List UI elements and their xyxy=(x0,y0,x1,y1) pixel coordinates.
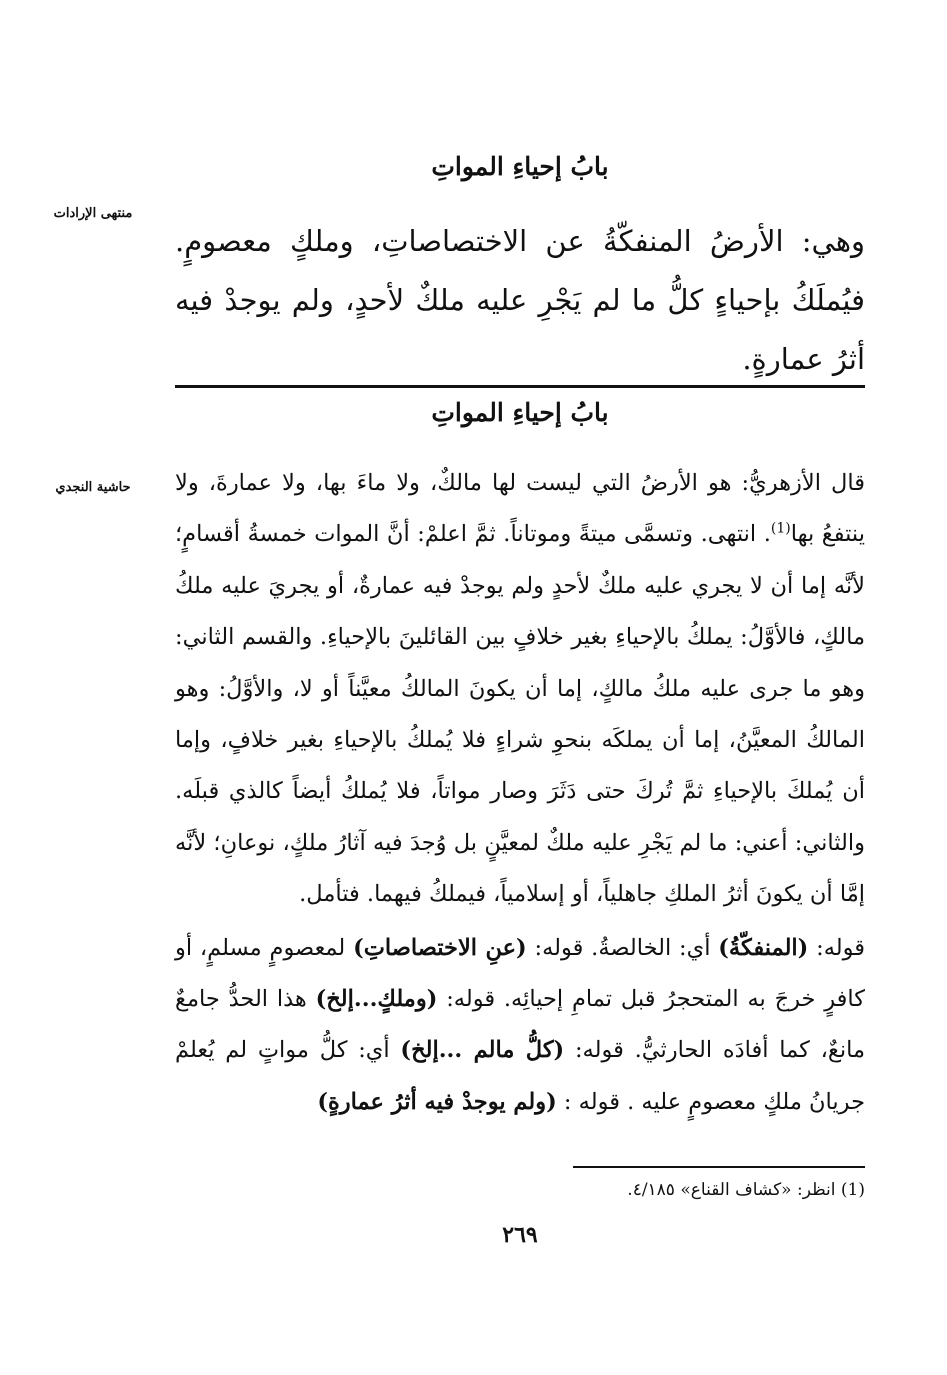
commentary-text: أي: كلُّ مواتٍ لم يُعلمْ جريانُ ملكٍ معصومٍ عليه . قوله : xyxy=(175,1037,865,1115)
hashiya-paragraph-2 xyxy=(175,923,865,1129)
commentary-text: لمعصومٍ مسلمٍ، أو كافرٍ خرجَ به المتحجرُ قبل تمامِ إحيائِه. قوله: xyxy=(175,934,866,1013)
side-label-matn: منتهى الإرادات xyxy=(53,206,133,221)
quoted-term: (كلُّ مالم ...إلخ) xyxy=(400,1037,565,1064)
commentary-text: هذا الحدُّ جامعٌ مانعٌ، كما أفادَه الحارثيُّ. قوله: xyxy=(175,986,866,1064)
hashiya-chapter-title: بابُ إحياءِ المواتِ xyxy=(431,398,609,427)
hashiya-text xyxy=(175,458,865,1128)
footnote-divider xyxy=(573,1166,865,1168)
commentary-text: أي: الخالصةُ. قوله: xyxy=(526,934,719,961)
matn-chapter-title: بابُ إحياءِ المواتِ xyxy=(431,152,609,181)
side-label-hashiya: حاشية النجدي xyxy=(55,480,131,495)
footnote: (1) انظر: «كشاف القناع» ٤/١٨٥. xyxy=(627,1180,865,1200)
footnote-reference: (1) xyxy=(770,520,791,537)
quoted-term: (ولم يوجدْ فيه أثرُ عمارةٍ) xyxy=(317,1088,557,1115)
section-divider xyxy=(175,385,865,388)
hashiya-paragraph-1 xyxy=(175,458,865,921)
page-number: ٢٦٩ xyxy=(502,1222,538,1248)
qawluhu-text: قوله: xyxy=(808,934,866,961)
hashiya-p1-rest: . انتهى. وتسمَّى ميتةً وموتاناً. ثمَّ اعلمْ: أنَّ الموات خمسةُ أقسامٍ؛ لأنَّه إما أن لا يجري عليه ملكٌ لأحدٍ ولم يوجدْ فيه عمارةٌ، أو يجريَ عليه ملكُ مالكٍ، فالأوَّلُ: يملكُ بالإحياءِ بغير خلافٍ بين القائلينَ بالإحياءِ. والقسم الثاني: وهو ما جرى عليه ملكُ مالكٍ، إما أن يكونَ المالكُ معيَّناً أو لا، والأوَّلُ: وهو المالكُ المعيَّنُ، إما أن يملكَه بنحوِ شراءٍ فلا يُملكُ بالإحياءِ بغير خلافٍ، وإما أن يُملكَ بالإحياءِ ثمَّ تُركَ حتى دَثَرَ وصار مواتاً، فلا يُملكُ أيضاً كالذي قبلَه. والثاني: أعني: ما لم يَجْرِ عليه ملكٌ لمعيَّنٍ بل وُجدَ فيه آثارُ ملكٍ، نوعانِ؛ لأنَّه إمَّا أن يكونَ أثرُ الملكِ جاهلياً، أو إسلامياً، فيملكُ فيهما. فتأمل. xyxy=(175,521,865,908)
quoted-term: (عنِ الاختصاصاتِ) xyxy=(353,934,527,961)
hashiya-p1-start: قال الأزهريُّ: هو الأرضُ التي ليست لها مالكٌ، ولا ماءَ بها، ولا عمارةَ، ولا ينتفعُ بها xyxy=(175,470,865,548)
matn-text: وهي: الأرضُ المنفكّةُ عن الاختصاصاتِ، وملكٍ معصومٍ. فيُملَكُ بإحياءٍ كلُّ ما لم يَجْرِ عليه ملكٌ لأحدٍ، ولم يوجدْ فيه أثرُ عمارةٍ. xyxy=(175,224,865,376)
quoted-term: (وملكٍ...إلخ) xyxy=(315,986,438,1013)
quoted-term: (المنفكّةُ) xyxy=(718,934,809,961)
